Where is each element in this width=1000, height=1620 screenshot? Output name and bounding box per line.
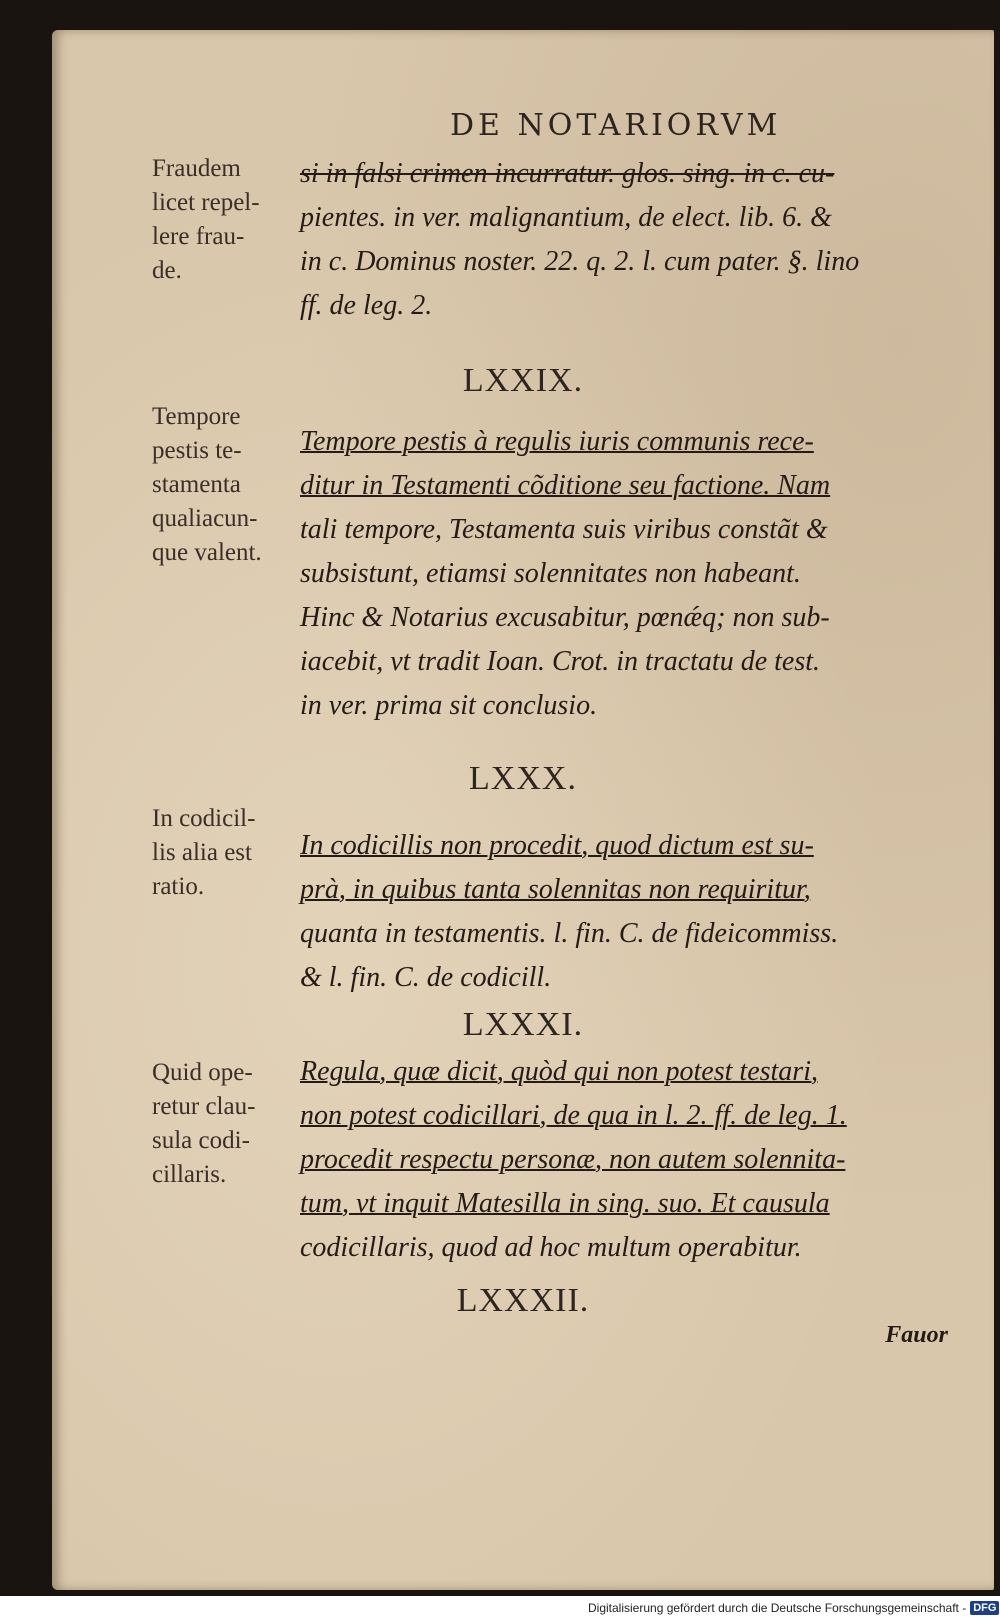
text-line: ditur in Testamenti cõditione seu factione. Nam (300, 470, 831, 501)
text-line: quanta in testamentis. l. fin. C. de fideicommiss. (300, 918, 839, 949)
margin-note-line: sula codi- (152, 1127, 250, 1154)
funding-footer (588, 1598, 996, 1618)
margin-note-line: qualiacun- (152, 505, 258, 532)
section-numeral-lxxxi: LXXXI. (462, 1006, 584, 1043)
margin-note-line: stamenta (152, 471, 241, 498)
text-line: pientes. in ver. malignantium, de elect. lib. 6. & (300, 202, 832, 233)
text-line: tum, vt inquit Matesilla in sing. suo. Et causula (300, 1188, 830, 1219)
margin-note-line: Fraudem (152, 155, 241, 182)
text-line: In codicillis non procedit, quod dictum est su- (300, 830, 814, 861)
section-numeral-lxxx: LXXX. (469, 760, 577, 797)
margin-note-fraudem (152, 152, 302, 288)
margin-note-line: lis alia est (152, 839, 252, 866)
margin-note-line: que valent. (152, 539, 262, 566)
section-numeral-lxxxii: LXXXII. (456, 1282, 590, 1319)
margin-note-line: retur clau- (152, 1093, 256, 1120)
text-line: in c. Dominus noster. 22. q. 2. l. cum pater. §. lino (300, 246, 860, 277)
text-line: Tempore pestis à regulis iuris communis rece- (300, 426, 814, 457)
text-line: in ver. prima sit conclusio. (300, 690, 598, 721)
text-line: ff. de leg. 2. (300, 290, 433, 321)
funding-text: Digitalisierung gefördert durch die Deutsche Forschungsgemeinschaft - (588, 1601, 967, 1615)
margin-note-line: Tempore (152, 403, 241, 430)
margin-note-line: pestis te- (152, 437, 242, 464)
text-line: prà, in quibus tanta solennitas non requiritur, (300, 874, 811, 905)
text-line: codicillaris, quod ad hoc multum operabitur. (300, 1232, 802, 1263)
catchword: Fauor (885, 1322, 948, 1348)
margin-note-line: Quid ope- (152, 1059, 253, 1086)
margin-note-quid-operetur (152, 1056, 302, 1192)
text-line: tali tempore, Testamenta suis viribus constãt & (300, 514, 828, 545)
text-line: Regula, quæ dicit, quòd qui non potest testari, (300, 1056, 818, 1087)
book-page (52, 30, 994, 1590)
margin-note-line: lere frau- (152, 223, 245, 250)
margin-note-in-codicillis (152, 802, 302, 904)
text-line: non potest codicillari, de qua in l. 2. ff. de leg. 1. (300, 1100, 847, 1131)
text-line: procedit respectu personæ, non autem solennita- (300, 1144, 846, 1175)
margin-note-line: de. (152, 257, 182, 284)
margin-note-line: licet repel- (152, 189, 260, 216)
text-line: Hinc & Notarius excusabitur, pœnǽq; non sub- (300, 602, 830, 633)
margin-note-line: ratio. (152, 873, 205, 900)
section-numeral-lxxix: LXXIX. (462, 362, 584, 399)
margin-note-tempore (152, 400, 302, 570)
dfg-logo: DFG (970, 1601, 999, 1615)
text-line: subsistunt, etiamsi solennitates non habeant. (300, 558, 801, 589)
running-title: DE NOTARIORVM (450, 108, 782, 143)
margin-note-line: cillaris. (152, 1161, 227, 1188)
margin-note-line: In codicil- (152, 805, 256, 832)
text-line: iacebit, vt tradit Ioan. Crot. in tractatu de test. (300, 646, 821, 677)
text-line: si in falsi crimen incurratur. glos. sing. in c. cu- (300, 158, 835, 189)
text-line: & l. fin. C. de codicill. (300, 962, 552, 993)
